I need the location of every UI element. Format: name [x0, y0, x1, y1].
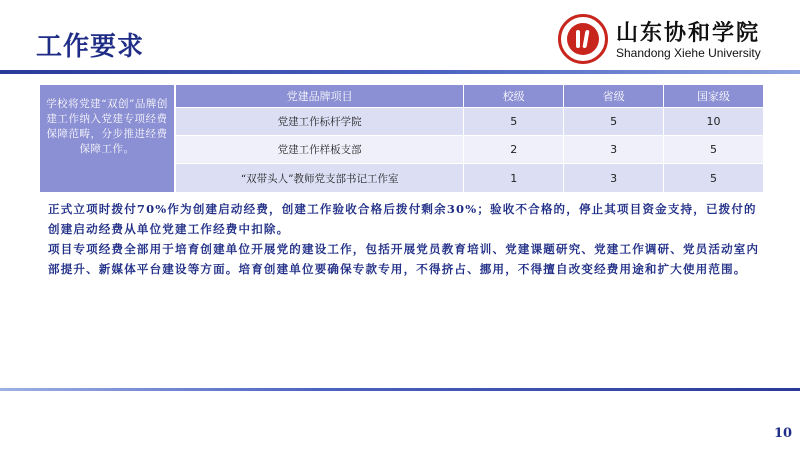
- cell-province: 3: [564, 135, 664, 163]
- cell-national: 5: [664, 164, 764, 192]
- cell-national: 5: [664, 135, 764, 163]
- page-number: 10: [774, 426, 793, 441]
- header-national: 国家级: [664, 85, 764, 107]
- university-seal-icon: [558, 14, 608, 64]
- table-header-row: [176, 85, 764, 107]
- cell-school: 2: [464, 135, 564, 163]
- cell-project: 党建工作样板支部: [176, 135, 464, 163]
- cell-school: 5: [464, 107, 564, 135]
- title-divider: [0, 70, 800, 74]
- cell-province: 3: [564, 164, 664, 192]
- cell-province: 5: [564, 107, 664, 135]
- university-logo: [558, 14, 790, 66]
- cell-national: 10: [664, 107, 764, 135]
- table-row: [176, 164, 764, 192]
- cell-project: 党建工作标杆学院: [176, 107, 464, 135]
- paragraph-funding-usage: 项目专项经费全部用于培育创建单位开展党的建设工作，包括开展党员教育培训、党建课题研究、党建工作调研、党员活动室内部提升、新媒体平台建设等方面。培育创建单位要确保专款专用，不得挤占、挪用，不得擅自改变经费用途和扩大使用范围。: [48, 242, 760, 276]
- table-row: [176, 107, 764, 135]
- header-school: 校级: [464, 85, 564, 107]
- logo-english-name: Shandong Xiehe University: [616, 46, 761, 60]
- header-project: 党建品牌项目: [176, 85, 464, 107]
- funding-note-box: 学校将党建“双创”品牌创建工作纳入党建专项经费保障范畴，分步推进经费保障工作。: [40, 85, 174, 192]
- cell-project: “双带头人”教师党支部书记工作室: [176, 164, 464, 192]
- table-row: [176, 135, 764, 163]
- funding-table: [176, 85, 764, 192]
- logo-chinese-name: 山东协和学院: [616, 20, 761, 46]
- header-province: 省级: [564, 85, 664, 107]
- cell-school: 1: [464, 164, 564, 192]
- footer-divider: [0, 388, 800, 391]
- page-title: 工作要求: [36, 32, 145, 62]
- paragraph-funding-disbursement: 正式立项时拨付70%作为创建启动经费，创建工作验收合格后拨付剩余30%；验收不合格的，停止其项目资金支持，已拨付的创建启动经费从单位党建工作经费中扣除。: [48, 202, 757, 236]
